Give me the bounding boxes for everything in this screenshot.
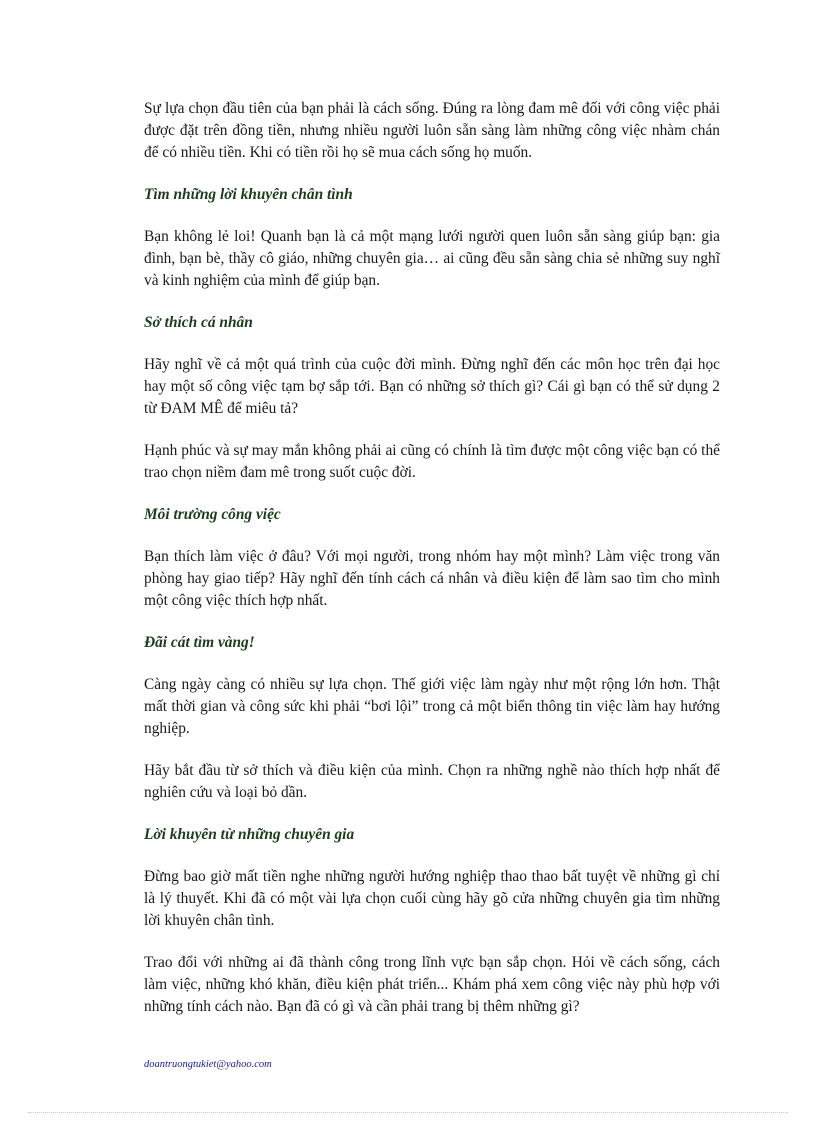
para-lifestyle: Sự lựa chọn đầu tiên của bạn phải là cách sống. Đúng ra lòng đam mê đối với công việc phải được đặt trên đồng tiền, nhưng nhiều người luôn sẵn sàng làm những công việc nhàm chán để có nhiều tiền. Khi có tiền rồi họ sẽ mua cách sống họ muốn. xyxy=(144,100,720,161)
footer-divider xyxy=(28,1112,788,1113)
para-think-life: Hãy nghĩ về cả một quá trình của cuộc đời mình. Đừng nghĩ đến các môn học trên đại học hay một số công việc tạm bợ sắp tới. Bạn có những sở thích gì? Cái gì bạn có thể sử dụng 2 từ ĐAM MÊ để miêu tả? xyxy=(144,356,720,417)
para-workplace: Bạn thích làm việc ở đâu? Với mọi người, trong nhóm hay một mình? Làm việc trong văn phòng hay giao tiếp? Hãy nghĩ đến tính cách cá nhân và điều kiện để làm sao tìm cho mình một công việc thích hợp nhất. xyxy=(144,548,720,609)
document-body xyxy=(144,98,720,1038)
para-choices: Càng ngày càng có nhiều sự lựa chọn. Thế giới việc làm ngày như một rộng lớn hơn. Thật mất thời gian và công sức khi phải “bơi lội” trong cả một biển thông tin việc làm hay hướng nghiệp. xyxy=(144,676,720,737)
para-exchange: Trao đổi với những ai đã thành công trong lĩnh vực bạn sắp chọn. Hỏi về cách sống, cách làm việc, những khó khăn, điều kiện phát triển... Khám phá xem công việc này phù hợp với những tính cách nào. Bạn đã có gì và cần phải trang bị thêm những gì? xyxy=(144,954,720,1015)
heading-environment: Môi trường công việc xyxy=(144,506,281,523)
para-theory: Đừng bao giờ mất tiền nghe những người hướng nghiệp thao thao bất tuyệt về những gì chỉ là lý thuyết. Khi đã có một vài lựa chọn cuối cùng hãy gõ cửa những chuyên gia tìm những lời khuyên chân tình. xyxy=(144,868,720,929)
heading-advice: Tìm những lời khuyên chân tình xyxy=(144,186,353,203)
heading-interests: Sở thích cá nhân xyxy=(144,314,253,331)
footer-email-link[interactable]: doantruongtukiet@yahoo.com xyxy=(144,1059,272,1070)
heading-gold: Đãi cát tìm vàng! xyxy=(144,634,255,651)
para-start: Hãy bắt đầu từ sở thích và điều kiện của mình. Chọn ra những nghề nào thích hợp nhất để nghiên cứu và loại bỏ dần. xyxy=(144,762,720,801)
para-network: Bạn không lẻ loi! Quanh bạn là cả một mạng lưới người quen luôn sẵn sàng giúp bạn: gia đình, bạn bè, thầy cô giáo, những chuyên gia… ai cũng đều sẵn sàng chia sẻ những suy nghĩ và kinh nghiệm của mình để giúp bạn. xyxy=(144,228,720,289)
para-happiness: Hạnh phúc và sự may mắn không phải ai cũng có chính là tìm được một công việc bạn có thể trao chọn niềm đam mê trong suốt cuộc đời. xyxy=(144,442,720,481)
heading-experts: Lời khuyên từ những chuyên gia xyxy=(144,826,355,843)
